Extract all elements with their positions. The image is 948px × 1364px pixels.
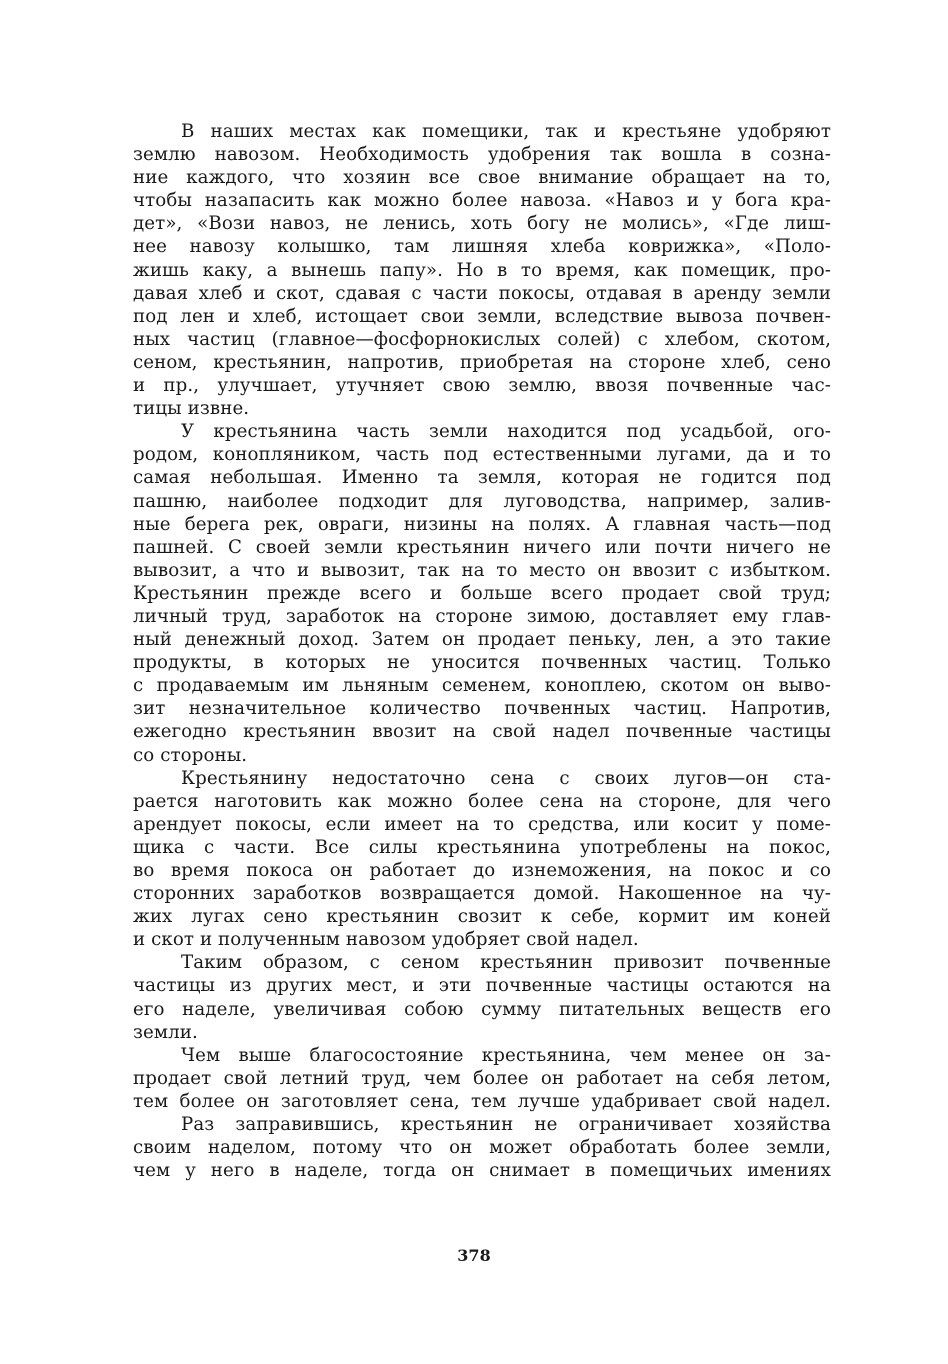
text-line: его наделе, увеличивая собою сумму питательных веществ его — [133, 998, 831, 1020]
text-line: ный денежный доход. Затем он продает пеньку, лен, а это такие — [133, 629, 831, 651]
paragraph — [133, 767, 831, 952]
paragraph — [133, 1044, 831, 1113]
text-line: тем более он заготовляет сена, тем лучше удабривает свой надел. — [133, 1090, 831, 1112]
text-line: сеном, крестьянин, напротив, приобретая на стороне хлеб, сено — [133, 351, 831, 373]
text-line: ных частиц (главное—фосфорнокислых солей) с хлебом, скотом, — [133, 328, 831, 350]
text-line: во время покоса он работает до изнеможения, на покос и со — [133, 860, 831, 881]
text-line: Раз заправившись, крестьянин не ограничивает хозяйства — [181, 1114, 831, 1136]
text-line: пашней. С своей земли крестьянин ничего или почти ничего не — [133, 536, 831, 558]
text-line: Крестьянину недостаточно сена с своих лугов—он ста- — [181, 767, 831, 789]
text-line: нее навозу колышко, там лишняя хлеба коврижка», «Поло- — [133, 236, 831, 258]
text-line: со стороны. — [133, 744, 248, 766]
text-line: продает свой летний труд, чем более он работает на себя летом, — [133, 1067, 831, 1089]
text-line: и скот и полученным навозом удобряет свой надел. — [133, 929, 639, 951]
paragraph — [133, 420, 831, 766]
text-line: ные берега рек, овраги, низины на полях. А главная часть—под — [133, 513, 831, 535]
text-line: тицы извне. — [133, 398, 250, 420]
paragraph — [133, 120, 831, 420]
text-line: своим наделом, потому что он может обработать более земли, — [133, 1137, 831, 1159]
text-line: самая небольшая. Именно та земля, которая не годится под — [133, 467, 831, 489]
text-line: и пр., улучшает, утучняет свою землю, ввозя почвенные час- — [133, 375, 831, 397]
text-line: зит незначительное количество почвенных частиц. Напротив, — [133, 698, 831, 720]
text-line: давая хлеб и скот, сдавая с части покосы, отдавая в аренду земли — [133, 282, 831, 304]
text-line: с продаваемым им льняным семенем, коноплею, скотом он выво- — [133, 675, 831, 697]
text-line: ние каждого, что хозяин все свое внимание обращает на то, — [133, 167, 831, 189]
text-line: Крестьянин прежде всего и больше всего продает свой труд; — [133, 582, 831, 604]
page-number: 378 — [457, 1246, 491, 1265]
text-line: арендует покосы, если имеет на то средства, или косит у поме- — [133, 813, 831, 835]
text-line: Таким образом, с сеном крестьянин привозит почвенные — [181, 952, 831, 974]
text-line: под лен и хлеб, истощает свои земли, вследствие вывоза почвен- — [133, 305, 831, 327]
paragraph — [133, 1113, 831, 1182]
text-line: дет», «Вози навоз, не ленись, хоть богу не молись», «Где лиш- — [133, 213, 831, 235]
text-line: рается наготовить как можно более сена на стороне, для чего — [133, 790, 831, 812]
text-line: В наших местах как помещики, так и крестьяне удобряют — [181, 121, 831, 142]
text-line: чтобы назапасить как можно более навоза. «Навоз и у бога кра- — [133, 190, 831, 212]
text-line: сторонних заработков возвращается домой. Накошенное на чу- — [133, 883, 831, 905]
text-line: щика с части. Все силы крестьянина употреблены на покос, — [133, 836, 831, 858]
text-line: земли. — [133, 1021, 198, 1043]
text-line: ежегодно крестьянин ввозит на свой надел почвенные частицы — [133, 721, 831, 743]
page-body — [133, 120, 831, 1182]
text-line: вывозит, а что и вывозит, так на то место он ввозит с избытком. — [133, 559, 831, 581]
text-line: У крестьянина часть земли находится под усадьбой, ого- — [181, 421, 831, 443]
text-line: пашню, наиболее подходит для луговодства, например, залив- — [133, 490, 831, 512]
paragraph — [133, 951, 831, 1043]
text-line: личный труд, заработок на стороне зимою, доставляет ему глав- — [133, 605, 831, 627]
text-line: родом, конопляником, часть под естественными лугами, да и то — [133, 444, 831, 466]
text-line: продукты, в которых не уносится почвенных частиц. Только — [133, 652, 831, 674]
text-line: землю навозом. Необходимость удобрения так вошла в созна- — [133, 144, 831, 166]
text-line: частицы из других мест, и эти почвенные частицы остаются на — [133, 975, 831, 997]
text-line: жих лугах сено крестьянин свозит к себе, кормит им коней — [133, 906, 831, 928]
text-line: чем у него в наделе, тогда он снимает в помещичьих имениях — [133, 1160, 831, 1182]
text-line: жишь каку, а вынешь папу». Но в то время, как помещик, про- — [133, 259, 831, 281]
text-line: Чем выше благосостояние крестьянина, чем менее он за- — [181, 1044, 831, 1066]
